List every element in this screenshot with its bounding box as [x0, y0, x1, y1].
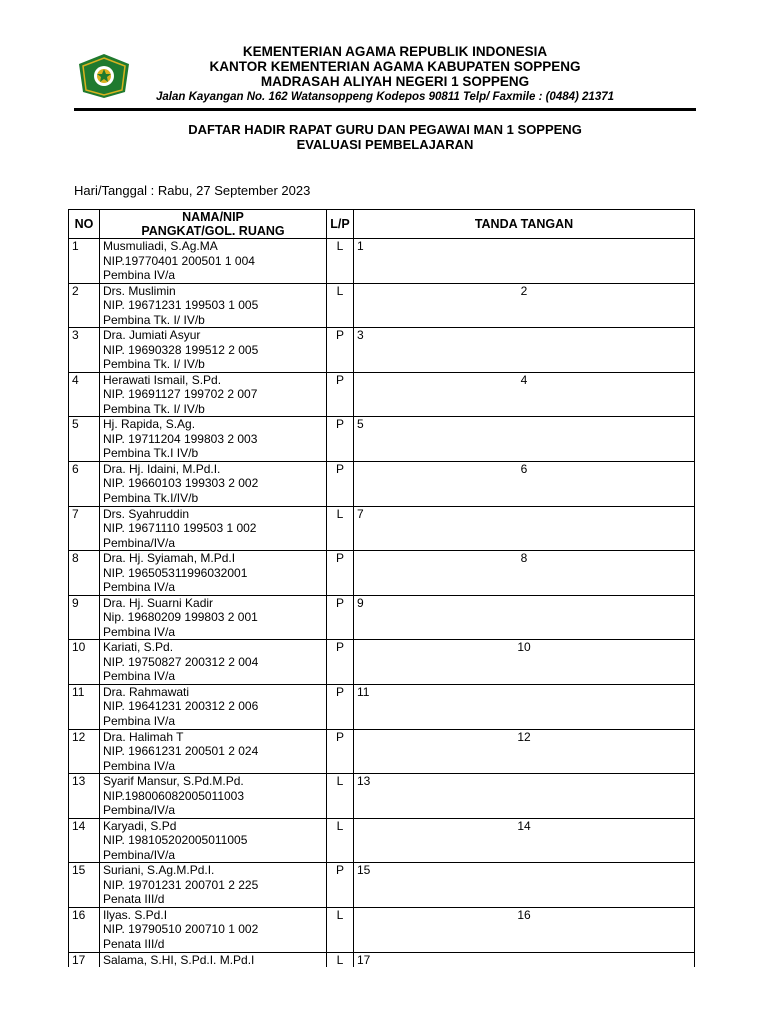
row-identity — [100, 640, 327, 685]
employee-nip: NIP. 196505311996032001 — [103, 565, 248, 580]
signature-cell[interactable]: 3 — [354, 328, 695, 373]
letterhead — [140, 44, 650, 105]
gender-cell: L — [327, 283, 354, 328]
row-number: 9 — [69, 595, 100, 640]
title-line-2: EVALUASI PEMBELAJARAN — [296, 137, 474, 152]
row-identity — [100, 372, 327, 417]
row-identity — [100, 595, 327, 640]
table-header-row — [69, 210, 695, 239]
employee-nip: NIP.19770401 200501 1 004 — [103, 253, 255, 268]
employee-rank: Pembina Tk. I/ IV/b — [103, 401, 205, 416]
row-identity — [100, 907, 327, 952]
employee-nip: NIP.198006082005011003 — [103, 788, 245, 803]
signature-cell[interactable]: 12 — [354, 729, 695, 774]
gender-cell: L — [327, 952, 354, 967]
row-number: 8 — [69, 551, 100, 596]
row-number: 14 — [69, 818, 100, 863]
row-number: 2 — [69, 283, 100, 328]
employee-rank: Pembina/IV/a — [103, 803, 176, 818]
row-identity — [100, 506, 327, 551]
gender-cell: P — [327, 640, 354, 685]
signature-cell[interactable]: 15 — [354, 863, 695, 908]
row-identity — [100, 952, 327, 967]
gender-cell: P — [327, 372, 354, 417]
employee-rank: Pembina IV/a — [103, 268, 176, 282]
table-row — [69, 283, 695, 328]
document-title — [74, 122, 696, 152]
employee-nip: NIP. 19690328 199512 2 005 — [103, 342, 259, 357]
row-identity — [100, 818, 327, 863]
employee-name: Syarif Mansur, S.Pd.M.Pd. — [103, 774, 244, 789]
signature-cell[interactable]: 8 — [354, 551, 695, 596]
employee-rank: Pembina IV/a — [103, 624, 176, 639]
gender-cell: P — [327, 863, 354, 908]
gender-cell: L — [327, 506, 354, 551]
employee-name: Hj. Rapida, S.Ag. — [103, 417, 196, 432]
employee-name: Ilyas. S.Pd.I — [103, 907, 168, 922]
table-row — [69, 595, 695, 640]
signature-cell[interactable]: 5 — [354, 417, 695, 462]
employee-rank: Pembina IV/a — [103, 758, 176, 773]
employee-name: Dra. Hj. Idaini, M.Pd.I. — [103, 461, 221, 476]
employee-name: Herawati Ismail, S.Pd. — [103, 372, 222, 387]
employee-nip: NIP. 19671110 199503 1 002 — [103, 521, 257, 536]
row-number: 17 — [69, 952, 100, 967]
row-number: 6 — [69, 461, 100, 506]
employee-rank: Pembina Tk. I/ IV/b — [103, 312, 205, 327]
signature-cell[interactable]: 11 — [354, 684, 695, 729]
row-number: 4 — [69, 372, 100, 417]
employee-rank: Pembina IV/a — [103, 669, 176, 684]
employee-name: Dra. Rahmawati — [103, 684, 190, 699]
table-row — [69, 684, 695, 729]
letterhead-divider — [74, 108, 696, 111]
row-identity — [100, 729, 327, 774]
employee-rank: Pembina/IV/a — [103, 535, 176, 550]
employee-rank: Pembina/IV/a — [103, 847, 176, 862]
signature-cell[interactable]: 9 — [354, 595, 695, 640]
attendance-table — [68, 209, 695, 967]
employee-nip: Nip. 19680209 199803 2 001 — [103, 610, 258, 625]
row-number: 13 — [69, 774, 100, 819]
gender-cell: P — [327, 551, 354, 596]
table-row — [69, 774, 695, 819]
letterhead-school: MADRASAH ALIYAH NEGERI 1 SOPPENG — [260, 74, 530, 89]
employee-name: Suriani, S.Ag.M.Pd.I. — [103, 863, 215, 878]
row-number: 5 — [69, 417, 100, 462]
row-number: 3 — [69, 328, 100, 373]
row-identity — [100, 461, 327, 506]
employee-rank: Pembina Tk. I/ IV/b — [103, 357, 205, 372]
row-number: 12 — [69, 729, 100, 774]
table-row — [69, 952, 695, 967]
row-identity — [100, 551, 327, 596]
gender-cell: P — [327, 328, 354, 373]
employee-name: Karyadi, S.Pd — [103, 818, 177, 833]
signature-cell[interactable]: 7 — [354, 506, 695, 551]
table-row — [69, 506, 695, 551]
header-name-line-2: PANGKAT/GOL. RUANG — [141, 224, 285, 238]
row-identity — [100, 684, 327, 729]
letterhead-ministry: KEMENTERIAN AGAMA REPUBLIK INDONESIA — [242, 44, 548, 59]
employee-nip: NIP. 198105202005011005 — [103, 833, 248, 848]
gender-cell: P — [327, 461, 354, 506]
employee-nip: NIP. 19671231 199503 1 005 — [103, 298, 259, 313]
gender-cell: L — [327, 818, 354, 863]
employee-nip: NIP. 19661231 200501 2 024 — [103, 744, 259, 759]
signature-cell[interactable]: 13 — [354, 774, 695, 819]
row-number: 10 — [69, 640, 100, 685]
employee-name: Dra. Hj. Suarni Kadir — [103, 595, 214, 610]
row-number: 1 — [69, 239, 100, 284]
employee-rank: Pembina IV/a — [103, 580, 176, 595]
signature-cell[interactable]: 1 — [354, 239, 695, 284]
row-identity — [100, 239, 327, 284]
header-name — [100, 210, 327, 239]
header-lp: L/P — [327, 210, 354, 239]
gender-cell: P — [327, 595, 354, 640]
employee-nip: NIP. 19711204 199803 2 003 — [103, 431, 258, 446]
date-line: Hari/Tanggal : Rabu, 27 September 2023 — [74, 183, 311, 198]
signature-cell[interactable]: 6 — [354, 461, 695, 506]
employee-nip: NIP. 19691127 199702 2 007 — [103, 387, 258, 402]
table-row — [69, 417, 695, 462]
employee-name: Dra. Jumiati Asyur — [103, 328, 201, 343]
signature-cell[interactable]: 10 — [354, 640, 695, 685]
row-number: 16 — [69, 907, 100, 952]
signature-cell[interactable]: 4 — [354, 372, 695, 417]
gender-cell: L — [327, 239, 354, 284]
employee-nip: NIP. 19750827 200312 2 004 — [103, 654, 259, 669]
signature-cell[interactable]: 14 — [354, 818, 695, 863]
employee-name: Salama, S.HI, S.Pd.I. M.Pd.I — [103, 952, 255, 967]
row-identity — [100, 417, 327, 462]
employee-rank: Pembina IV/a — [103, 713, 176, 728]
table-row — [69, 907, 695, 952]
header-signature: TANDA TANGAN — [354, 210, 695, 239]
employee-nip: NIP. 19660103 199303 2 002 — [103, 476, 259, 491]
table-row — [69, 729, 695, 774]
employee-name: Musmuliadi, S.Ag.MA — [103, 239, 218, 253]
gender-cell: P — [327, 729, 354, 774]
table-row — [69, 640, 695, 685]
employee-rank: Penata III/d — [103, 892, 165, 907]
gender-cell: L — [327, 774, 354, 819]
employee-name: Dra. Halimah T — [103, 729, 184, 744]
employee-rank: Pembina Tk.I IV/b — [103, 446, 199, 461]
row-number: 11 — [69, 684, 100, 729]
employee-nip: NIP. 19641231 200312 2 006 — [103, 699, 259, 714]
header-name-line-1: NAMA/NIP — [182, 210, 244, 224]
gender-cell: L — [327, 907, 354, 952]
table-row — [69, 328, 695, 373]
title-line-1: DAFTAR HADIR RAPAT GURU DAN PEGAWAI MAN 1 SOPPENG — [188, 122, 582, 137]
letterhead-office: KANTOR KEMENTERIAN AGAMA KABUPATEN SOPPENG — [209, 59, 581, 74]
signature-cell[interactable]: 17 — [354, 952, 695, 967]
gender-cell: P — [327, 417, 354, 462]
signature-cell[interactable]: 16 — [354, 907, 695, 952]
employee-nip: NIP. 19701231 200701 2 225 — [103, 877, 259, 892]
employee-name: Dra. Hj. Syiamah, M.Pd.I — [103, 551, 236, 566]
table-row — [69, 863, 695, 908]
employee-rank: Penata III/d — [103, 936, 165, 951]
header-no: NO — [69, 210, 100, 239]
row-number: 15 — [69, 863, 100, 908]
table-row — [69, 461, 695, 506]
row-identity — [100, 774, 327, 819]
employee-rank: Pembina Tk.I/IV/b — [103, 490, 199, 505]
employee-name: Drs. Syahruddin — [103, 506, 190, 521]
employee-name: Drs. Muslimin — [103, 283, 176, 298]
row-number: 7 — [69, 506, 100, 551]
row-identity — [100, 863, 327, 908]
employee-nip: NIP. 19790510 200710 1 002 — [103, 922, 259, 937]
row-identity — [100, 328, 327, 373]
row-identity — [100, 283, 327, 328]
employee-name: Kariati, S.Pd. — [103, 640, 174, 655]
signature-cell[interactable]: 2 — [354, 283, 695, 328]
gender-cell: P — [327, 684, 354, 729]
table-row — [69, 818, 695, 863]
table-row — [69, 551, 695, 596]
table-row — [69, 239, 695, 284]
table-row — [69, 372, 695, 417]
letterhead-address: Jalan Kayangan No. 162 Watansoppeng Kodepos 90811 Telp/ Faxmile : (0484) 21371 — [155, 91, 615, 103]
